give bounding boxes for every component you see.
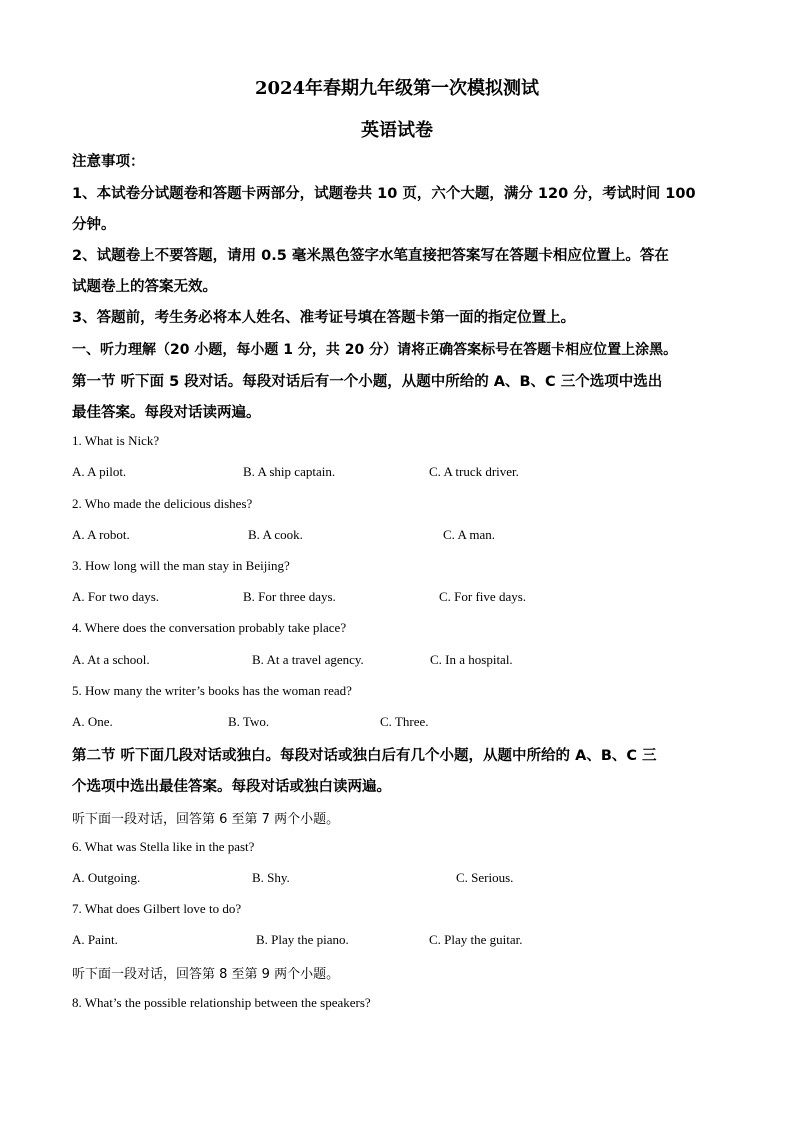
question-2: 2. Who made the delicious dishes?	[72, 496, 253, 511]
q1-option-a: A. A pilot.	[72, 464, 127, 479]
notice-item-1: 1、本试卷分试题卷和答题卡两部分，试题卷共 10 页，六个大题，满分 120 分，考试时间 100	[72, 186, 696, 202]
part2-instruction-cont: 个选项中选出最佳答案。每段对话或独白读两遍。	[72, 779, 391, 795]
q6-option-a: A. Outgoing.	[72, 870, 141, 885]
notice-item-3: 3、答题前，考生务必将本人姓名、准考证号填在答题卡第一面的指定位置上。	[72, 310, 576, 326]
q7-option-c: C. Play the guitar.	[429, 932, 523, 947]
notice-item-2-cont: 试题卷上的答案无效。	[72, 279, 217, 295]
q5-option-b: B. Two.	[228, 714, 270, 729]
question-6: 6. What was Stella like in the past?	[72, 839, 255, 854]
q6-option-b: B. Shy.	[252, 870, 290, 885]
q4-option-c: C. In a hospital.	[430, 652, 513, 667]
part2-instruction: 第二节 听下面几段对话或独白。每段对话或独白后有几个小题，从题中所给的 A、B、C 三	[72, 748, 657, 764]
question-3: 3. How long will the man stay in Beijing?	[72, 558, 290, 573]
q6-option-c: C. Serious.	[456, 870, 514, 885]
notice-item-1-cont: 分钟。	[72, 217, 116, 233]
q5-option-a: A. One.	[72, 714, 113, 729]
exam-subtitle: 英语试卷	[361, 120, 433, 141]
notice-item-2: 2、试题卷上不要答题，请用 0.5 毫米黑色签字水笔直接把答案写在答题卡相应位置上。答在	[72, 248, 669, 264]
instruction-q8-q9: 听下面一段对话，回答第 8 至第 9 两个小题。	[72, 967, 340, 982]
q1-option-c: C. A truck driver.	[429, 464, 519, 479]
question-7: 7. What does Gilbert love to do?	[72, 901, 242, 916]
q2-option-c: C. A man.	[443, 527, 496, 542]
instruction-q6-q7: 听下面一段对话，回答第 6 至第 7 两个小题。	[72, 812, 340, 827]
question-8: 8. What’s the possible relationship between the speakers?	[72, 995, 371, 1010]
part1-instruction: 第一节 听下面 5 段对话。每段对话后有一个小题，从题中所给的 A、B、C 三个选项中选出	[72, 374, 663, 390]
notice-heading: 注意事项：	[72, 154, 145, 170]
question-4: 4. Where does the conversation probably take place?	[72, 620, 347, 635]
q2-option-a: A. A robot.	[72, 527, 130, 542]
question-1: 1. What is Nick?	[72, 433, 160, 448]
q1-option-b: B. A ship captain.	[243, 464, 336, 479]
q7-option-b: B. Play the piano.	[256, 932, 349, 947]
exam-title: 2024年春期九年级第一次模拟测试	[254, 78, 540, 99]
q3-option-a: A. For two days.	[72, 589, 160, 604]
part1-instruction-cont: 最佳答案。每段对话读两遍。	[72, 405, 261, 421]
question-5: 5. How many the writer’s books has the woman read?	[72, 683, 352, 698]
q2-option-b: B. A cook.	[248, 527, 303, 542]
q7-option-a: A. Paint.	[72, 932, 118, 947]
q5-option-c: C. Three.	[380, 714, 429, 729]
section-heading: 一、听力理解（20 小题，每小题 1 分，共 20 分）请将正确答案标号在答题卡相应位置上涂黑。	[72, 342, 678, 358]
q4-option-b: B. At a travel agency.	[252, 652, 364, 667]
q3-option-b: B. For three days.	[243, 589, 336, 604]
q3-option-c: C. For five days.	[439, 589, 527, 604]
q4-option-a: A. At a school.	[72, 652, 150, 667]
